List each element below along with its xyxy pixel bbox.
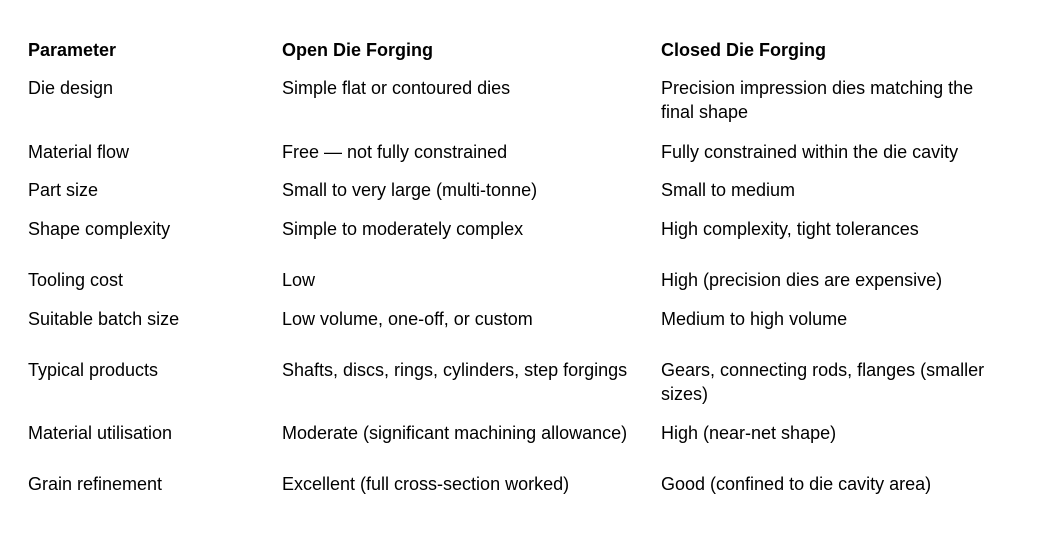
table-cell: Simple to moderately complex [282,219,524,239]
table-cell: High complexity, tight tolerances [661,219,919,239]
table-cell: Grain refinement [28,474,163,494]
table-cell: Simple flat or contoured dies [282,78,511,98]
table-header-row [28,38,991,76]
table-cell: High (near-net shape) [661,423,837,443]
table-row [28,472,991,502]
table-row [28,358,991,421]
table-row [28,76,991,140]
table-cell: Material utilisation [28,423,173,443]
table-cell: Shafts, discs, rings, cylinders, step forgings [282,360,628,380]
table-cell: Precision impression dies matching the final shape [661,78,974,122]
table-row [28,217,991,268]
table-cell: Low [282,270,316,290]
table-row [28,307,991,358]
table-row [28,268,991,307]
table-row [28,178,991,217]
table-cell: Excellent (full cross-section worked) [282,474,570,494]
header-parameter: Parameter [28,40,117,60]
table-cell: Shape complexity [28,219,171,239]
table-cell: Fully constrained within the die cavity [661,142,959,162]
table-cell: Die design [28,78,114,98]
header-closed-die-forging: Closed Die Forging [661,40,827,60]
table-row [28,421,991,472]
table-cell: Tooling cost [28,270,124,290]
table-cell: Low volume, one-off, or custom [282,309,533,329]
table-cell: Medium to high volume [661,309,848,329]
header-open-die-forging: Open Die Forging [282,40,433,60]
table-cell: Gears, connecting rods, flanges (smaller sizes) [661,360,985,404]
table-cell: Free — not fully constrained [282,142,508,162]
table-cell: High (precision dies are expensive) [661,270,943,290]
table-cell: Typical products [28,360,159,380]
forging-comparison-table [28,38,991,502]
table-cell: Material flow [28,142,130,162]
table-cell: Suitable batch size [28,309,180,329]
table-cell: Moderate (significant machining allowance) [282,423,628,443]
table-cell: Small to medium [661,180,796,200]
table-cell: Small to very large (multi-tonne) [282,180,538,200]
table-cell: Good (confined to die cavity area) [661,474,932,494]
table-cell: Part size [28,180,99,200]
table-row [28,140,991,178]
